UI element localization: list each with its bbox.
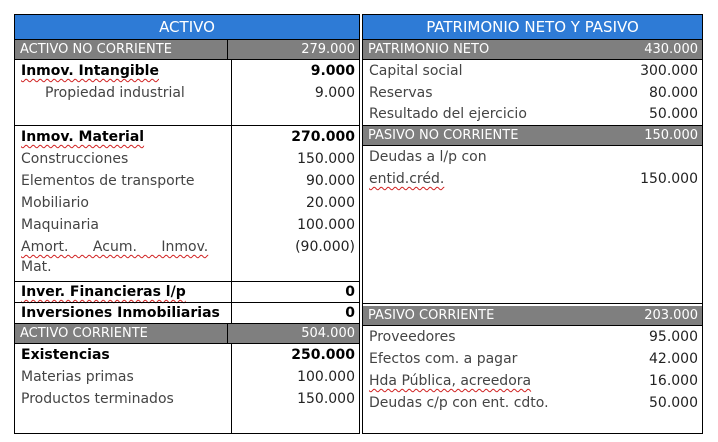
material-total: 270.000 bbox=[291, 129, 355, 145]
deudas-lp-row bbox=[363, 146, 702, 168]
inmobiliarias-label: Inversiones Inmobiliarias bbox=[21, 305, 220, 321]
construcciones-label: Construcciones bbox=[21, 151, 129, 167]
ac-section-header bbox=[15, 324, 359, 344]
resultado-label: Resultado del ejercicio bbox=[369, 106, 527, 122]
amortizacion-label-cont: Mat. bbox=[21, 259, 52, 275]
reservas-label: Reservas bbox=[369, 85, 433, 101]
materias-primas-label: Materias primas bbox=[21, 369, 134, 385]
capital-social-row bbox=[363, 60, 702, 82]
reservas-row bbox=[363, 82, 702, 104]
propiedad-industrial-row bbox=[15, 82, 359, 104]
value-divider bbox=[231, 282, 232, 302]
inmobiliarias-block bbox=[14, 302, 360, 324]
existencias-total: 250.000 bbox=[291, 347, 355, 363]
efectos-row bbox=[363, 348, 702, 370]
productos-terminados-row bbox=[15, 388, 359, 410]
anc-total: 279.000 bbox=[227, 40, 359, 59]
intangible-total: 9.000 bbox=[310, 63, 355, 79]
deudas-lp-value: 150.000 bbox=[640, 171, 698, 187]
pn-pasivo-column bbox=[362, 14, 703, 434]
existencias-label: Existencias bbox=[21, 347, 110, 363]
deudas-cp-value: 50.000 bbox=[649, 395, 698, 411]
maquinaria-label: Maquinaria bbox=[21, 217, 99, 233]
material-row bbox=[15, 126, 359, 148]
pc-section-header bbox=[363, 306, 702, 326]
construcciones-value: 150.000 bbox=[297, 151, 355, 167]
elementos-transporte-row bbox=[15, 170, 359, 192]
pnc-section-header bbox=[363, 126, 702, 146]
propiedad-industrial-label: Propiedad industrial bbox=[45, 85, 185, 101]
intangible-label: Inmov. Intangible bbox=[21, 63, 159, 79]
productos-terminados-value: 150.000 bbox=[297, 391, 355, 407]
pc-block bbox=[362, 303, 703, 434]
pn-total: 430.000 bbox=[644, 42, 698, 57]
propiedad-industrial-value: 9.000 bbox=[314, 85, 355, 101]
proveedores-label: Proveedores bbox=[369, 329, 456, 345]
efectos-label: Efectos com. a pagar bbox=[369, 351, 518, 367]
materias-primas-value: 100.000 bbox=[297, 369, 355, 385]
hda-publica-row bbox=[363, 370, 702, 392]
ac-total: 504.000 bbox=[227, 324, 359, 343]
anc-label: ACTIVO NO CORRIENTE bbox=[20, 42, 172, 57]
deudas-cp-label: Deudas c/p con ent. cdto. bbox=[369, 395, 549, 411]
capital-social-label: Capital social bbox=[369, 63, 463, 79]
hda-publica-value: 16.000 bbox=[649, 373, 698, 389]
efectos-value: 42.000 bbox=[649, 351, 698, 367]
elementos-transporte-value: 90.000 bbox=[306, 173, 355, 189]
material-block bbox=[14, 125, 360, 282]
existencias-row bbox=[15, 344, 359, 366]
ac-label: ACTIVO CORRIENTE bbox=[20, 326, 148, 341]
financieras-value: 0 bbox=[345, 284, 355, 300]
pn-section-header bbox=[363, 40, 702, 60]
pn-label: PATRIMONIO NETO bbox=[368, 42, 490, 57]
maquinaria-row bbox=[15, 214, 359, 236]
amortizacion-row bbox=[15, 236, 359, 258]
deudas-lp-label: Deudas a l/p con bbox=[369, 149, 487, 165]
mobiliario-row bbox=[15, 192, 359, 214]
elementos-transporte-label: Elementos de transporte bbox=[21, 173, 195, 189]
financieras-block bbox=[14, 281, 360, 303]
materias-primas-row bbox=[15, 366, 359, 388]
financieras-label: Inver. Financieras l/p bbox=[21, 284, 186, 300]
amortizacion-value: (90.000) bbox=[295, 239, 355, 255]
value-divider bbox=[231, 303, 232, 323]
material-label: Inmov. Material bbox=[21, 129, 145, 145]
amortizacion-row-cont bbox=[15, 258, 359, 276]
proveedores-row bbox=[363, 326, 702, 348]
pnc-total: 150.000 bbox=[644, 128, 698, 143]
hda-publica-label: Hda Pública, acreedora bbox=[369, 373, 532, 389]
pc-label: PASIVO CORRIENTE bbox=[368, 308, 495, 323]
resultado-value: 50.000 bbox=[649, 106, 698, 122]
intangible-row bbox=[15, 60, 359, 82]
value-divider bbox=[231, 126, 232, 281]
deudas-lp-label-cont: entid.créd. bbox=[369, 171, 445, 187]
mobiliario-value: 20.000 bbox=[306, 195, 355, 211]
deudas-lp-row-cont bbox=[363, 168, 702, 190]
inmobiliarias-value: 0 bbox=[345, 305, 355, 321]
value-divider bbox=[231, 60, 232, 125]
pn-pasivo-header: PATRIMONIO NETO Y PASIVO bbox=[362, 14, 703, 40]
amortizacion-label: Amort. Acum. Inmov. bbox=[21, 239, 209, 255]
maquinaria-value: 100.000 bbox=[297, 217, 355, 233]
inmobiliarias-row bbox=[15, 303, 359, 323]
deudas-cp-row bbox=[363, 392, 702, 414]
productos-terminados-label: Productos terminados bbox=[21, 391, 174, 407]
pc-total: 203.000 bbox=[644, 308, 698, 323]
mobiliario-label: Mobiliario bbox=[21, 195, 89, 211]
activo-header: ACTIVO bbox=[14, 14, 360, 40]
capital-social-value: 300.000 bbox=[640, 63, 698, 79]
pnc-label: PASIVO NO CORRIENTE bbox=[368, 128, 519, 143]
balance-sheet bbox=[14, 14, 703, 434]
pnc-block bbox=[362, 125, 703, 304]
proveedores-value: 95.000 bbox=[649, 329, 698, 345]
value-divider bbox=[231, 344, 232, 433]
anc-intangible-block bbox=[14, 39, 360, 126]
construcciones-row bbox=[15, 148, 359, 170]
activo-column bbox=[14, 14, 360, 434]
reservas-value: 80.000 bbox=[649, 85, 698, 101]
pn-block bbox=[362, 39, 703, 126]
anc-section-header bbox=[15, 40, 359, 60]
financieras-row bbox=[15, 282, 359, 302]
resultado-row bbox=[363, 104, 702, 124]
ac-block bbox=[14, 323, 360, 434]
